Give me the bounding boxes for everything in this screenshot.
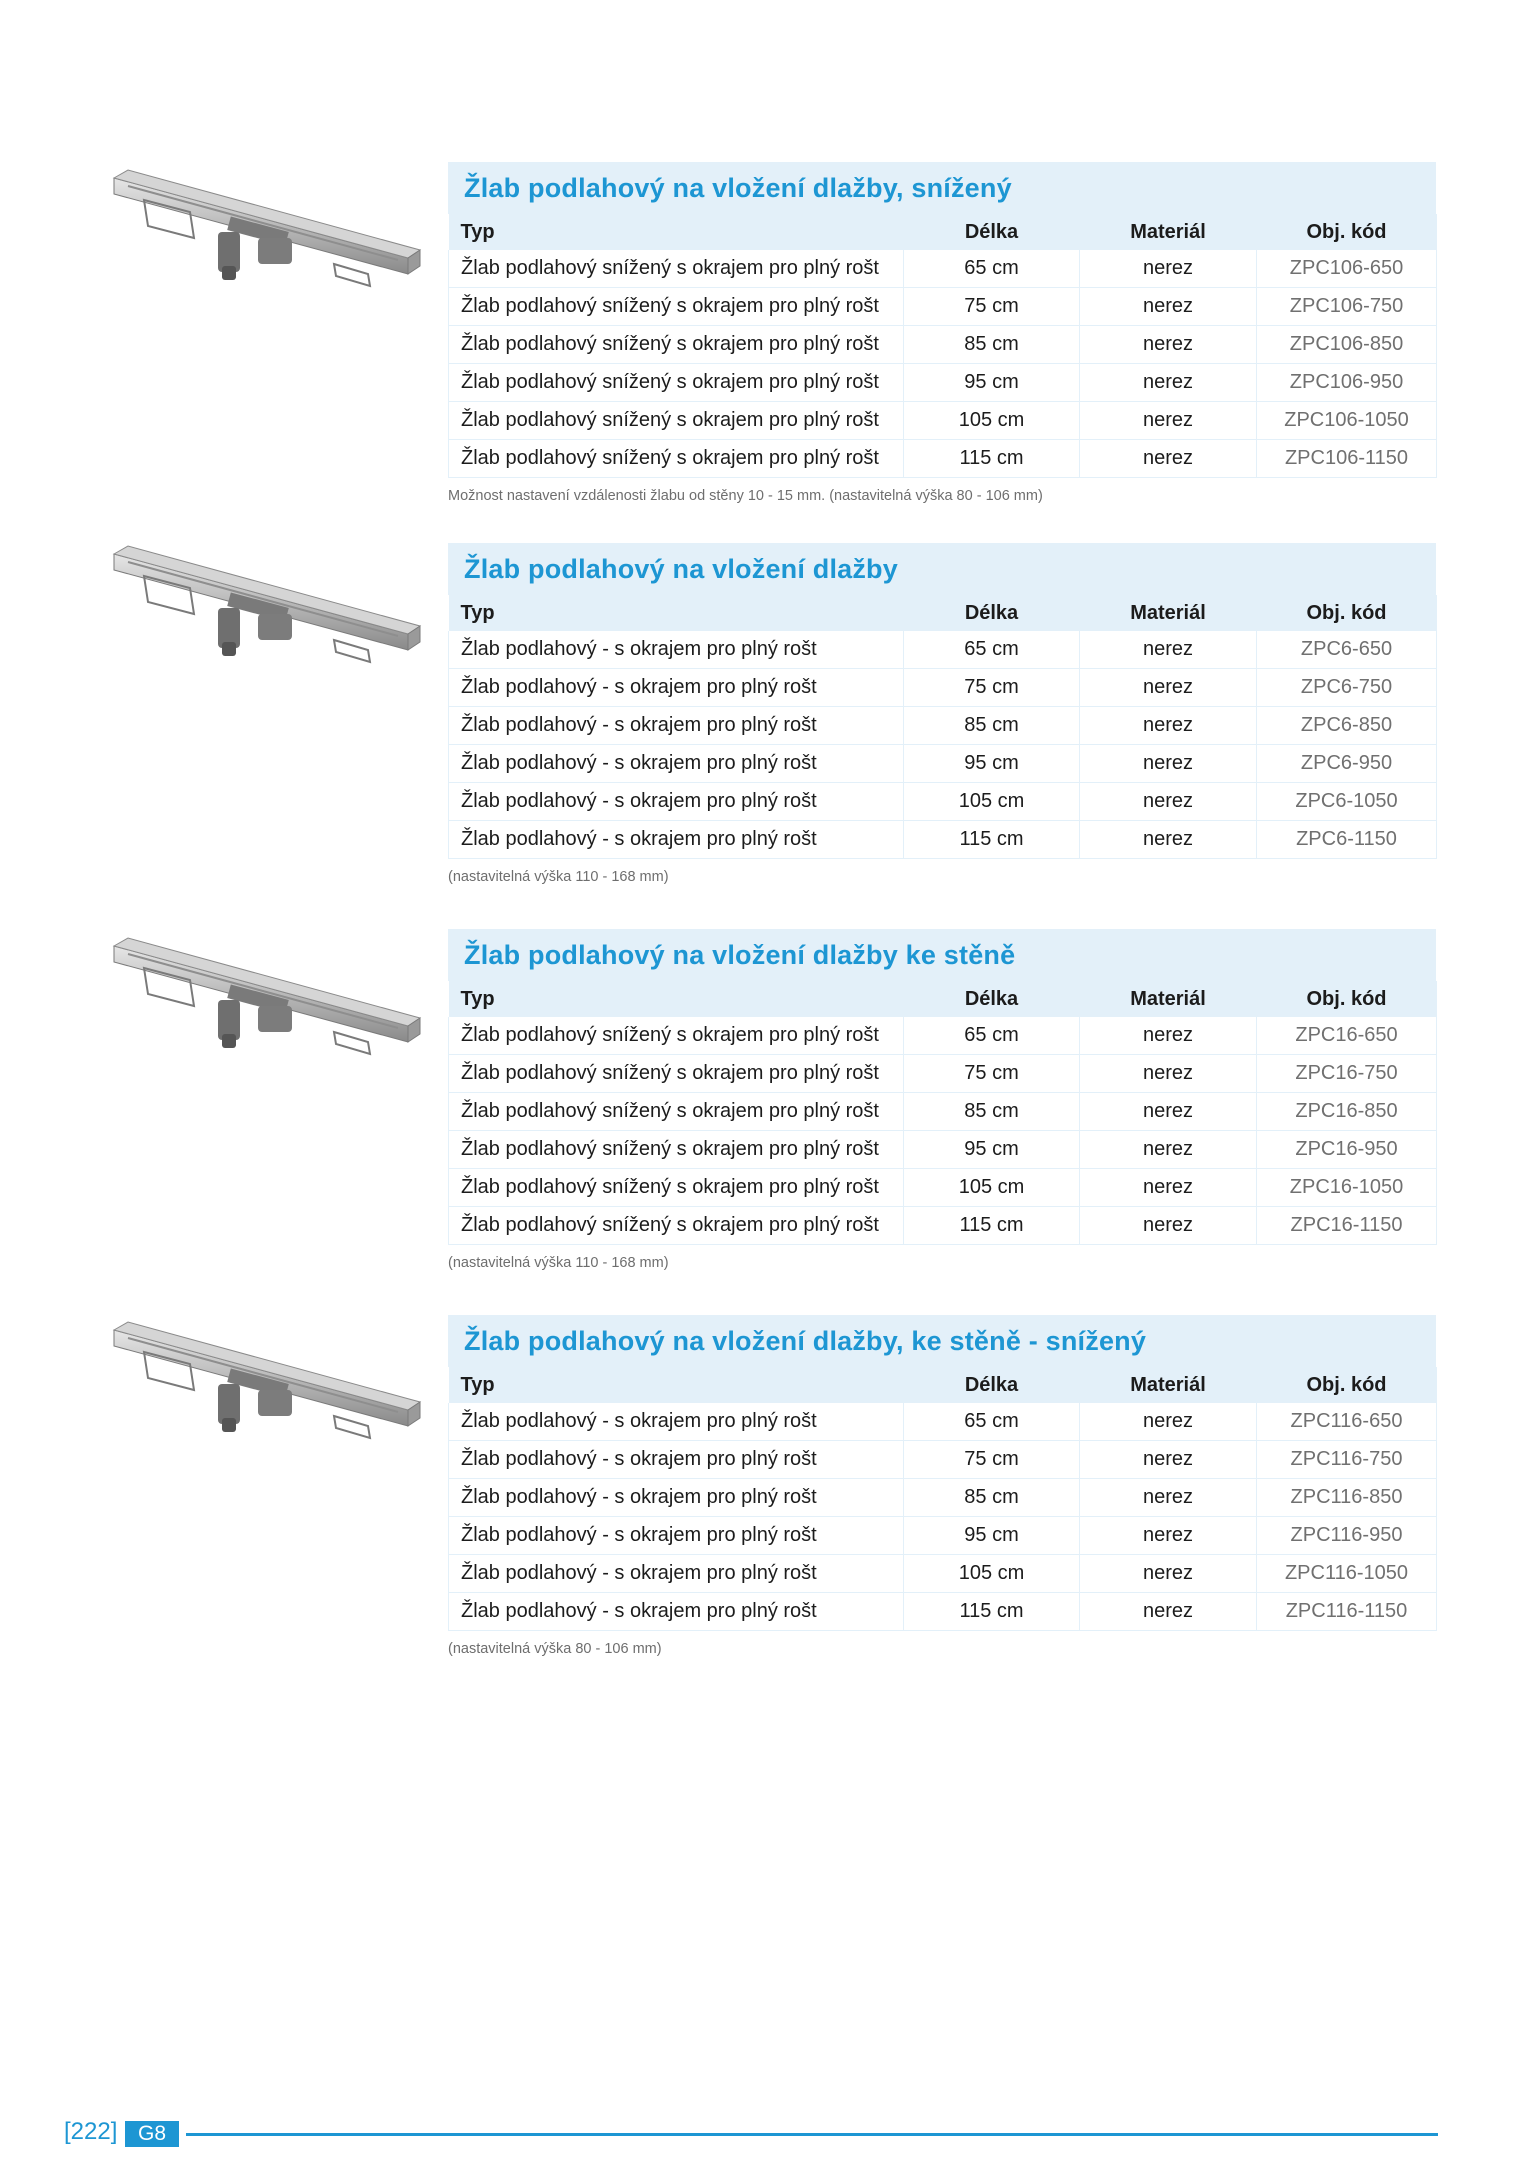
cell-kod: ZPC16-1150	[1257, 1207, 1437, 1245]
cell-material: nerez	[1080, 364, 1257, 402]
section-title: Žlab podlahový na vložení dlažby, ke stěně - snížený	[448, 1315, 1436, 1367]
table-row	[449, 1517, 1437, 1555]
table-row	[449, 783, 1437, 821]
table-row	[449, 1169, 1437, 1207]
cell-kod: ZPC116-950	[1257, 1517, 1437, 1555]
product-table	[448, 214, 1437, 478]
table-row	[449, 631, 1437, 669]
column-header-typ: Typ	[449, 981, 904, 1017]
cell-typ: Žlab podlahový - s okrajem pro plný rošt	[449, 745, 904, 783]
table-row	[449, 1441, 1437, 1479]
column-header-kod: Obj. kód	[1257, 981, 1437, 1017]
cell-typ: Žlab podlahový snížený s okrajem pro plný rošt	[449, 250, 904, 288]
cell-kod: ZPC106-950	[1257, 364, 1437, 402]
cell-material: nerez	[1080, 783, 1257, 821]
cell-delka: 85 cm	[904, 1093, 1080, 1131]
cell-typ: Žlab podlahový - s okrajem pro plný rošt	[449, 1479, 904, 1517]
cell-delka: 75 cm	[904, 288, 1080, 326]
cell-material: nerez	[1080, 1169, 1257, 1207]
table-row	[449, 821, 1437, 859]
cell-kod: ZPC116-1050	[1257, 1555, 1437, 1593]
cell-delka: 95 cm	[904, 1517, 1080, 1555]
table-row	[449, 1093, 1437, 1131]
column-header-delka: Délka	[904, 981, 1080, 1017]
product-table	[448, 595, 1437, 859]
table-row	[449, 364, 1437, 402]
column-header-typ: Typ	[449, 595, 904, 631]
table-row	[449, 745, 1437, 783]
cell-typ: Žlab podlahový snížený s okrajem pro plný rošt	[449, 1131, 904, 1169]
cell-typ: Žlab podlahový snížený s okrajem pro plný rošt	[449, 1093, 904, 1131]
cell-typ: Žlab podlahový snížený s okrajem pro plný rošt	[449, 1017, 904, 1055]
table-row	[449, 250, 1437, 288]
cell-typ: Žlab podlahový snížený s okrajem pro plný rošt	[449, 364, 904, 402]
cell-material: nerez	[1080, 669, 1257, 707]
column-header-delka: Délka	[904, 595, 1080, 631]
cell-delka: 85 cm	[904, 326, 1080, 364]
cell-delka: 75 cm	[904, 1055, 1080, 1093]
cell-material: nerez	[1080, 288, 1257, 326]
table-row	[449, 1593, 1437, 1631]
cell-kod: ZPC6-950	[1257, 745, 1437, 783]
cell-typ: Žlab podlahový - s okrajem pro plný rošt	[449, 783, 904, 821]
cell-typ: Žlab podlahový - s okrajem pro plný rošt	[449, 1555, 904, 1593]
page-number: [222]	[64, 2118, 118, 2145]
cell-delka: 95 cm	[904, 364, 1080, 402]
column-header-kod: Obj. kód	[1257, 214, 1437, 250]
section-note: (nastavitelná výška 80 - 106 mm)	[448, 1641, 662, 1657]
product-table-section	[448, 162, 1436, 478]
cell-kod: ZPC16-650	[1257, 1017, 1437, 1055]
cell-delka: 95 cm	[904, 1131, 1080, 1169]
column-header-delka: Délka	[904, 214, 1080, 250]
cell-delka: 105 cm	[904, 783, 1080, 821]
cell-kod: ZPC116-650	[1257, 1403, 1437, 1441]
cell-delka: 115 cm	[904, 1207, 1080, 1245]
cell-delka: 75 cm	[904, 1441, 1080, 1479]
cell-kod: ZPC106-850	[1257, 326, 1437, 364]
cell-delka: 85 cm	[904, 1479, 1080, 1517]
table-row	[449, 402, 1437, 440]
cell-kod: ZPC106-1150	[1257, 440, 1437, 478]
cell-kod: ZPC6-850	[1257, 707, 1437, 745]
footer-divider	[186, 2133, 1438, 2136]
table-row	[449, 707, 1437, 745]
cell-kod: ZPC106-750	[1257, 288, 1437, 326]
cell-kod: ZPC16-1050	[1257, 1169, 1437, 1207]
cell-typ: Žlab podlahový - s okrajem pro plný rošt	[449, 631, 904, 669]
cell-material: nerez	[1080, 1517, 1257, 1555]
table-row	[449, 440, 1437, 478]
cell-kod: ZPC106-1050	[1257, 402, 1437, 440]
cell-delka: 85 cm	[904, 707, 1080, 745]
cell-delka: 65 cm	[904, 250, 1080, 288]
section-note: (nastavitelná výška 110 - 168 mm)	[448, 869, 669, 885]
cell-typ: Žlab podlahový - s okrajem pro plný rošt	[449, 707, 904, 745]
cell-kod: ZPC16-950	[1257, 1131, 1437, 1169]
cell-delka: 105 cm	[904, 1555, 1080, 1593]
product-image-drain	[108, 166, 422, 326]
cell-typ: Žlab podlahový - s okrajem pro plný rošt	[449, 1517, 904, 1555]
cell-material: nerez	[1080, 250, 1257, 288]
cell-material: nerez	[1080, 745, 1257, 783]
cell-material: nerez	[1080, 1479, 1257, 1517]
product-image-drain	[108, 934, 422, 1094]
cell-material: nerez	[1080, 1017, 1257, 1055]
cell-kod: ZPC116-750	[1257, 1441, 1437, 1479]
column-header-typ: Typ	[449, 1367, 904, 1403]
cell-typ: Žlab podlahový snížený s okrajem pro plný rošt	[449, 440, 904, 478]
cell-delka: 105 cm	[904, 402, 1080, 440]
cell-material: nerez	[1080, 1093, 1257, 1131]
section-note: (nastavitelná výška 110 - 168 mm)	[448, 1255, 669, 1271]
section-title: Žlab podlahový na vložení dlažby	[448, 543, 1436, 595]
cell-typ: Žlab podlahový - s okrajem pro plný rošt	[449, 1441, 904, 1479]
table-row	[449, 1207, 1437, 1245]
section-badge: G8	[125, 2121, 179, 2147]
cell-delka: 115 cm	[904, 1593, 1080, 1631]
cell-typ: Žlab podlahový snížený s okrajem pro plný rošt	[449, 1207, 904, 1245]
cell-typ: Žlab podlahový snížený s okrajem pro plný rošt	[449, 402, 904, 440]
cell-delka: 65 cm	[904, 1017, 1080, 1055]
cell-material: nerez	[1080, 1403, 1257, 1441]
cell-kod: ZPC16-850	[1257, 1093, 1437, 1131]
cell-delka: 65 cm	[904, 1403, 1080, 1441]
product-table	[448, 981, 1437, 1245]
table-row	[449, 1055, 1437, 1093]
table-row	[449, 1403, 1437, 1441]
cell-material: nerez	[1080, 1593, 1257, 1631]
table-row	[449, 669, 1437, 707]
cell-delka: 65 cm	[904, 631, 1080, 669]
table-row	[449, 326, 1437, 364]
table-row	[449, 1131, 1437, 1169]
cell-kod: ZPC6-650	[1257, 631, 1437, 669]
cell-delka: 95 cm	[904, 745, 1080, 783]
cell-material: nerez	[1080, 440, 1257, 478]
product-image-drain	[108, 1318, 422, 1478]
column-header-typ: Typ	[449, 214, 904, 250]
product-table-section	[448, 543, 1436, 859]
product-table-section	[448, 929, 1436, 1245]
cell-material: nerez	[1080, 631, 1257, 669]
cell-kod: ZPC16-750	[1257, 1055, 1437, 1093]
cell-typ: Žlab podlahový snížený s okrajem pro plný rošt	[449, 1169, 904, 1207]
cell-material: nerez	[1080, 821, 1257, 859]
cell-material: nerez	[1080, 1555, 1257, 1593]
cell-kod: ZPC116-850	[1257, 1479, 1437, 1517]
cell-material: nerez	[1080, 402, 1257, 440]
cell-material: nerez	[1080, 707, 1257, 745]
column-header-kod: Obj. kód	[1257, 1367, 1437, 1403]
section-title: Žlab podlahový na vložení dlažby ke stěně	[448, 929, 1436, 981]
column-header-delka: Délka	[904, 1367, 1080, 1403]
cell-kod: ZPC6-750	[1257, 669, 1437, 707]
column-header-material: Materiál	[1080, 1367, 1257, 1403]
cell-typ: Žlab podlahový snížený s okrajem pro plný rošt	[449, 1055, 904, 1093]
table-row	[449, 288, 1437, 326]
cell-delka: 115 cm	[904, 821, 1080, 859]
section-title: Žlab podlahový na vložení dlažby, snížený	[448, 162, 1436, 214]
cell-kod: ZPC116-1150	[1257, 1593, 1437, 1631]
column-header-material: Materiál	[1080, 214, 1257, 250]
cell-typ: Žlab podlahový snížený s okrajem pro plný rošt	[449, 288, 904, 326]
cell-typ: Žlab podlahový - s okrajem pro plný rošt	[449, 669, 904, 707]
table-row	[449, 1479, 1437, 1517]
cell-kod: ZPC6-1050	[1257, 783, 1437, 821]
column-header-kod: Obj. kód	[1257, 595, 1437, 631]
cell-delka: 115 cm	[904, 440, 1080, 478]
cell-delka: 75 cm	[904, 669, 1080, 707]
product-image-drain	[108, 542, 422, 702]
cell-kod: ZPC106-650	[1257, 250, 1437, 288]
cell-material: nerez	[1080, 326, 1257, 364]
cell-typ: Žlab podlahový - s okrajem pro plný rošt	[449, 1403, 904, 1441]
cell-material: nerez	[1080, 1207, 1257, 1245]
cell-typ: Žlab podlahový - s okrajem pro plný rošt	[449, 1593, 904, 1631]
product-table-section	[448, 1315, 1436, 1631]
column-header-material: Materiál	[1080, 595, 1257, 631]
section-note: Možnost nastavení vzdálenosti žlabu od stěny 10 - 15 mm. (nastavitelná výška 80 - 106 mm)	[448, 488, 1043, 504]
cell-material: nerez	[1080, 1055, 1257, 1093]
cell-typ: Žlab podlahový snížený s okrajem pro plný rošt	[449, 326, 904, 364]
cell-material: nerez	[1080, 1131, 1257, 1169]
cell-kod: ZPC6-1150	[1257, 821, 1437, 859]
cell-delka: 105 cm	[904, 1169, 1080, 1207]
column-header-material: Materiál	[1080, 981, 1257, 1017]
product-table	[448, 1367, 1437, 1631]
cell-material: nerez	[1080, 1441, 1257, 1479]
table-row	[449, 1555, 1437, 1593]
cell-typ: Žlab podlahový - s okrajem pro plný rošt	[449, 821, 904, 859]
table-row	[449, 1017, 1437, 1055]
